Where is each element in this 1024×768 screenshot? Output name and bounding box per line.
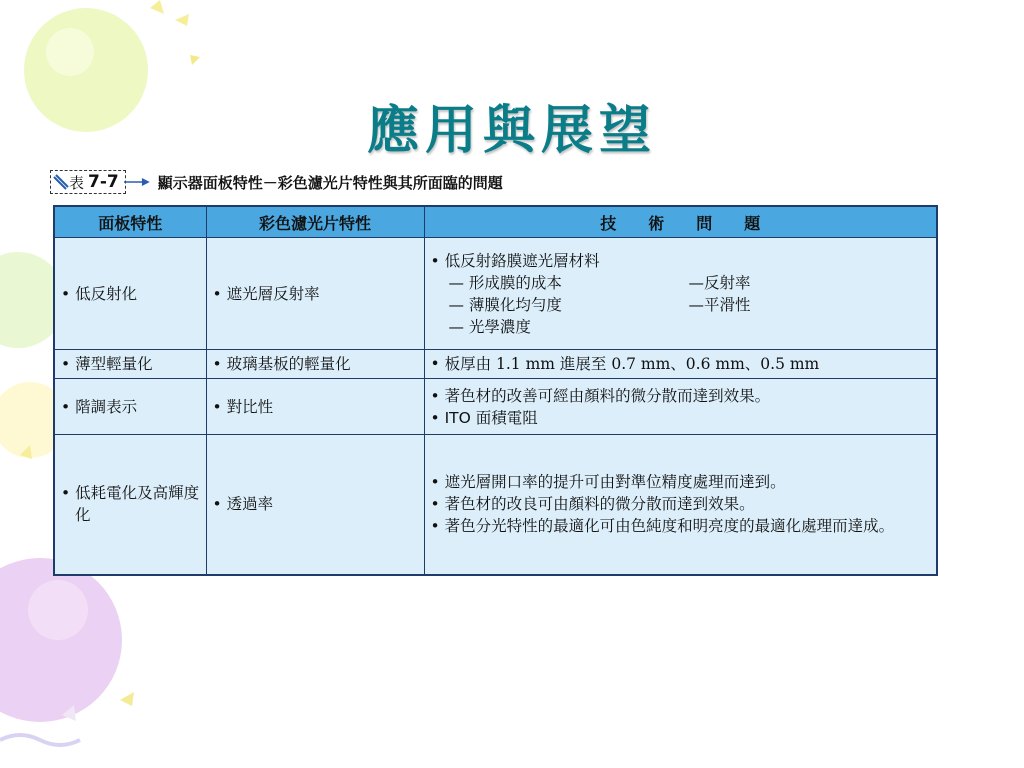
table-header-row [54, 206, 937, 238]
slide-title: 應用與展望 [366, 100, 657, 161]
cell-filter: • 透過率 [206, 435, 424, 575]
table-row [54, 350, 937, 379]
table-caption-text: 顯示器面板特性－彩色濾光片特性與其所面臨的問題 [157, 173, 503, 192]
cell-panel: • 低耗電化及高輝度化 [54, 435, 206, 575]
table-row [54, 379, 937, 435]
arrow-icon [124, 178, 150, 186]
cell-panel: • 階調表示 [54, 379, 206, 435]
cell-issues [424, 238, 937, 350]
header-filter: 彩色濾光片特性 [206, 206, 424, 238]
header-issues: 技 術 問 題 [424, 206, 937, 238]
issue-item: • 著色材的改良可由顏料的微分散而達到效果。 [431, 493, 931, 515]
issue-item: • 低反射鉻膜遮光層材料 [431, 250, 931, 272]
table-label-prefix: 表 [69, 173, 85, 192]
issue-item: • ITO 面積電阻 [431, 407, 931, 429]
cell-filter: • 玻璃基板的輕量化 [206, 350, 424, 379]
issue-subitem-row: — 光學濃度 [448, 317, 531, 336]
table-label [50, 170, 126, 194]
table-number: 7-7 [88, 172, 119, 192]
cell-issues [424, 350, 937, 379]
cell-issues [424, 435, 937, 575]
header-panel: 面板特性 [54, 206, 206, 238]
cell-filter: • 對比性 [206, 379, 424, 435]
cell-panel: • 低反射化 [54, 238, 206, 350]
cell-panel: • 薄型輕量化 [54, 350, 206, 379]
issue-subitem-row: — 形成膜的成本 —反射率 [448, 273, 751, 292]
pencil-mark-icon [53, 174, 69, 190]
cell-issues [424, 379, 937, 435]
table-row [54, 238, 937, 350]
table-caption [50, 169, 750, 195]
issue-item: • 遮光層開口率的提升可由對準位精度處理而達到。 [431, 471, 931, 493]
issue-item: • 板厚由 1.1 mm 進展至 0.7 mm、0.6 mm、0.5 mm [431, 353, 931, 375]
spec-table [53, 205, 938, 576]
issue-item: • 著色材的改善可經由顏料的微分散而達到效果。 [431, 385, 931, 407]
cell-filter: • 遮光層反射率 [206, 238, 424, 350]
issue-item: • 著色分光特性的最適化可由色純度和明亮度的最適化處理而達成。 [431, 515, 931, 537]
table-row [54, 435, 937, 575]
issue-subitem-row: — 薄膜化均勻度 —平滑性 [448, 295, 751, 314]
